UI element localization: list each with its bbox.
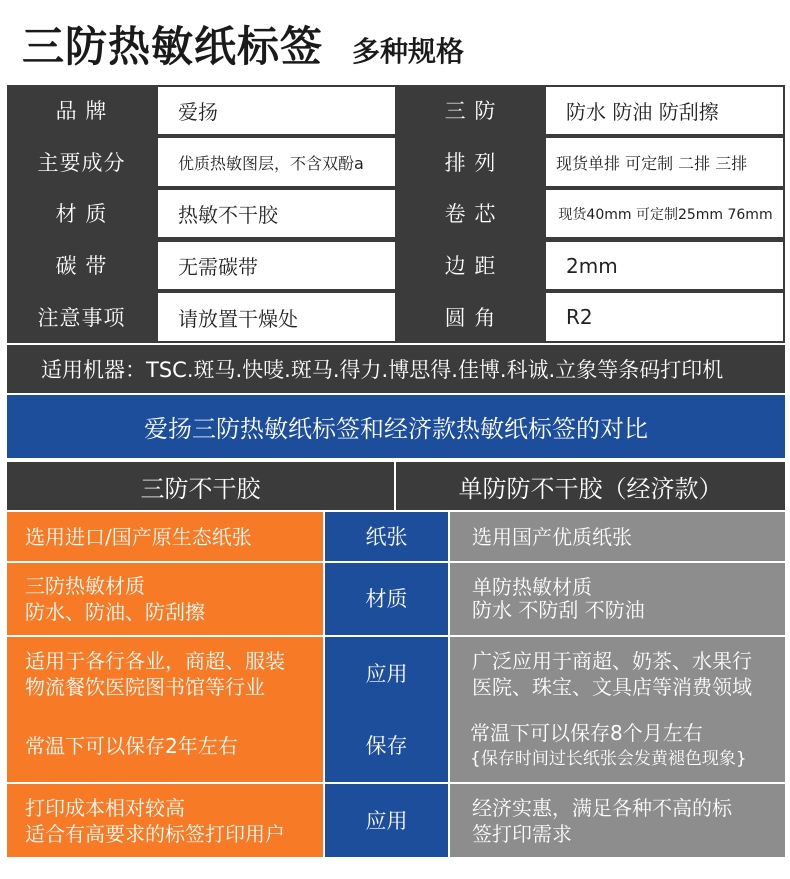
material-label: 材 质 — [55, 202, 108, 226]
page-title: 三防热敏纸标签 — [22, 22, 324, 71]
compatible-machines: 适用机器：TSC.斑马.快唛.斑马.得力.博思得.佳博.科诚.立象等条码打印机 — [7, 345, 785, 393]
comparison-left-cell — [7, 784, 323, 857]
cell-line: 医院、珠宝、文具店等消费领域 — [472, 674, 752, 699]
cell-line: 广泛应用于商超、奶茶、水果行 — [472, 648, 752, 673]
arrange-label: 排 列 — [444, 150, 497, 175]
cell-line: 防水 不防刮 不防油 — [472, 598, 645, 622]
comparison-category-cell: 纸张 — [325, 512, 448, 561]
core-value: 现货40mm 可定制25mm 76mm — [546, 190, 783, 237]
material-value: 热敏不干胶 — [158, 190, 395, 237]
page-subtitle: 多种规格 — [352, 35, 465, 68]
comparison-category-cell: 保存 — [325, 710, 448, 782]
right-column-header: 单防防不干胶（经济款） — [396, 462, 785, 510]
cell-line: 经济实惠，满足各种不高的标 — [472, 795, 732, 820]
protect-label: 三 防 — [444, 99, 497, 123]
brand-value: 爱扬 — [158, 87, 395, 134]
ingredients-label: 主要成分 — [37, 150, 126, 175]
comparison-right-cell — [450, 637, 785, 710]
corner-value: R2 — [546, 293, 783, 341]
cell-line: 适用于各行各业，商超、服装 — [25, 648, 285, 673]
protect-value: 防水 防油 防刮擦 — [546, 87, 783, 134]
cell-line: 选用国产优质纸张 — [472, 524, 632, 549]
comparison-right-cell — [450, 512, 785, 561]
brand-label: 品 牌 — [55, 99, 108, 123]
comparison-right-cell — [450, 710, 785, 782]
cell-line: 适合有高要求的标签打印用户 — [25, 821, 285, 846]
comparison-banner: 爱扬三防热敏纸标签和经济款热敏纸标签的对比 — [7, 395, 785, 458]
cell-line: 常温下可以保存2年左右 — [25, 734, 238, 758]
comparison-right-cell — [450, 563, 785, 635]
corner-label: 圆 角 — [444, 306, 497, 330]
cell-line: 签打印需求 — [472, 821, 572, 846]
comparison-category-cell: 材质 — [325, 563, 448, 635]
comparison-left-cell — [7, 710, 323, 782]
margin-value: 2mm — [546, 242, 783, 289]
ingredients-value: 优质热敏图层，不含双酚a — [158, 138, 395, 186]
arrange-value: 现货单排 可定制 二排 三排 — [546, 138, 783, 186]
cell-line: 防水、防油、防刮擦 — [25, 600, 205, 624]
notes-value: 请放置干燥处 — [158, 293, 395, 341]
comparison-right-cell — [450, 784, 785, 857]
comparison-left-cell — [7, 637, 323, 710]
core-label: 卷 芯 — [444, 202, 497, 226]
cell-line: {保存时间过长纸张会发黄褪色现象} — [470, 749, 747, 769]
left-column-header: 三防不干胶 — [7, 462, 394, 510]
ribbon-value: 无需碳带 — [158, 242, 395, 289]
cell-line: 打印成本相对较高 — [25, 795, 185, 820]
cell-line: 三防热敏材质 — [25, 574, 145, 598]
comparison-left-cell — [7, 563, 323, 635]
comparison-category-cell: 应用 — [325, 637, 448, 710]
comparison-left-cell — [7, 512, 323, 561]
cell-line: 选用进口/国产原生态纸张 — [25, 524, 252, 549]
ribbon-label: 碳 带 — [55, 254, 108, 278]
notes-label: 注意事项 — [37, 306, 126, 330]
cell-line: 常温下可以保存8个月左右 — [470, 721, 703, 745]
cell-line: 物流餐饮医院图书馆等行业 — [25, 674, 265, 699]
cell-line: 单防热敏材质 — [472, 575, 592, 599]
comparison-category-cell: 应用 — [325, 784, 448, 857]
margin-label: 边 距 — [444, 254, 497, 278]
